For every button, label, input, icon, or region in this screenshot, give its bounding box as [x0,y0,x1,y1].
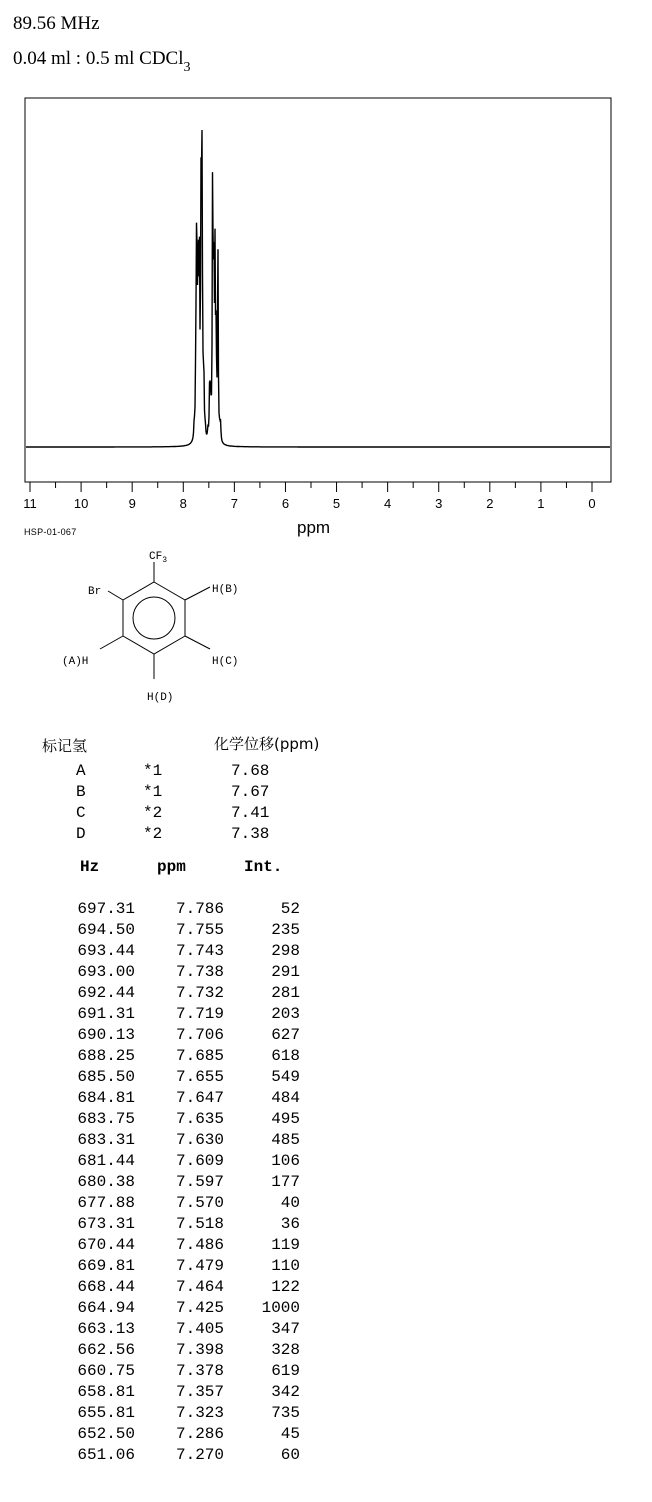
peak-hz: 673.31 [77,1215,135,1233]
peak-hz: 651.06 [77,1446,135,1464]
peak-ppm: 7.405 [175,1320,224,1338]
x-axis [23,482,611,511]
peak-ppm: 7.286 [175,1425,224,1443]
aromatic-circle [133,597,175,639]
assignment-label: C [76,804,86,822]
peak-int: 618 [271,1047,300,1065]
peak-marks [194,130,220,447]
nmr-spectrum-chart [0,0,652,545]
structure-diagram [50,540,290,715]
x-tick-label: 8 [179,496,187,511]
benzene-ring [123,582,185,654]
assignment-shift: 7.41 [231,804,270,822]
hb-label: H(B) [212,584,239,596]
assignment-note: *2 [143,825,163,843]
hc-label: H(C) [212,656,239,668]
peak-int: 45 [280,1425,300,1443]
peak-ppm: 7.647 [175,1089,224,1107]
assignment-note: *1 [143,783,163,801]
peak-int: 735 [271,1404,300,1422]
x-tick-label: 4 [384,496,392,511]
peak-int: 342 [271,1383,300,1401]
peak-ppm: 7.398 [175,1341,224,1359]
ha-label: (A)H [62,656,89,668]
x-tick-label: 3 [435,496,443,511]
peak-hz: 694.50 [77,921,135,939]
peak-ppm: 7.609 [175,1152,224,1170]
frequency-label: 89.56 MHz [13,13,100,34]
peak-ppm: 7.378 [175,1362,224,1380]
peak-ppm: 7.323 [175,1404,224,1422]
peak-hz: 677.88 [77,1194,135,1212]
peak-hz: 660.75 [77,1362,135,1380]
peak-hz: 662.56 [77,1341,135,1359]
assignment-label: A [76,762,86,780]
peak-ppm: 7.755 [175,921,224,939]
peak-ppm: 7.743 [175,942,224,960]
peak-ppm: 7.719 [175,1005,224,1023]
x-tick-label: 10 [73,496,89,511]
peak-int: 119 [271,1236,300,1254]
x-tick-label: 11 [23,496,37,511]
peak-ppm: 7.597 [175,1173,224,1191]
peak-int: 347 [271,1320,300,1338]
x-tick-label: 0 [588,496,596,511]
peak-int: 619 [271,1362,300,1380]
peak-ppm: 7.655 [175,1068,224,1086]
col-header-hz: Hz [80,858,100,876]
peak-int: 495 [271,1110,300,1128]
peak-ppm: 7.464 [175,1278,224,1296]
peak-ppm: 7.635 [175,1110,224,1128]
x-tick-label: 6 [281,496,290,511]
peak-ppm: 7.357 [175,1383,224,1401]
peak-int: 122 [271,1278,300,1296]
peak-int: 203 [271,1005,300,1023]
peak-int: 36 [280,1215,300,1233]
x-tick-label: 5 [332,496,341,511]
peak-int: 106 [271,1152,300,1170]
peak-int: 627 [271,1026,300,1044]
peak-ppm: 7.732 [175,984,224,1002]
col-header-int: Int. [244,858,283,876]
peak-int: 484 [271,1089,300,1107]
peak-hz: 658.81 [77,1383,135,1401]
peak-int: 1000 [261,1299,300,1317]
peak-ppm: 7.486 [175,1236,224,1254]
peak-hz: 693.44 [77,942,135,960]
peak-hz: 684.81 [77,1089,135,1107]
spectrum-line [26,130,610,447]
peak-int: 549 [271,1068,300,1086]
x-tick-label: 2 [486,496,494,511]
peak-hz: 652.50 [77,1425,135,1443]
peak-hz: 680.38 [77,1173,135,1191]
peak-hz: 683.75 [77,1110,135,1128]
assignment-note: *1 [143,762,163,780]
assignment-label: D [76,825,86,843]
peak-hz: 692.44 [77,984,135,1002]
peak-int: 40 [280,1194,300,1212]
peak-hz: 693.00 [77,963,135,981]
peak-int: 177 [271,1173,300,1191]
peak-int: 485 [271,1131,300,1149]
peak-int: 52 [280,900,300,918]
x-tick-label: 1 [537,496,545,511]
assignment-shift: 7.68 [231,762,270,780]
peak-ppm: 7.270 [175,1446,224,1464]
plot-frame [25,98,611,482]
assignment-shift: 7.67 [231,783,270,801]
peak-int: 110 [271,1257,300,1275]
peak-ppm: 7.518 [175,1215,224,1233]
peak-ppm: 7.630 [175,1131,224,1149]
x-tick-label: 7 [230,496,238,511]
cf3-label: $CF_3$ [149,551,168,565]
peak-hz: 691.31 [77,1005,135,1023]
peak-hz: 697.31 [77,900,135,918]
peak-int: 235 [271,921,300,939]
peak-hz: 690.13 [77,1026,135,1044]
peak-ppm: 7.425 [175,1299,224,1317]
col-header-ppm: ppm [157,858,186,876]
x-axis-label: ppm [297,518,331,537]
peak-ppm: 7.570 [175,1194,224,1212]
peak-hz: 655.81 [77,1404,135,1422]
peak-ppm: 7.706 [175,1026,224,1044]
peak-int: 291 [271,963,300,981]
peak-int: 298 [271,942,300,960]
br-label: Br [88,586,102,598]
assignment-label: B [76,783,86,801]
peak-hz: 668.44 [77,1278,135,1296]
peak-hz: 681.44 [77,1152,135,1170]
peak-hz: 669.81 [77,1257,135,1275]
peak-hz: 663.13 [77,1320,135,1338]
sample-subscript: 3 [183,60,191,75]
peak-ppm: 7.685 [175,1047,224,1065]
assignment-header-right: 化学位移(ppm) [214,735,320,753]
peak-hz: 670.44 [77,1236,135,1254]
x-tick-label: 9 [128,496,136,511]
assignment-header-left: 标记氢 [42,737,88,755]
peak-int: 60 [280,1446,300,1464]
peak-ppm: 7.479 [175,1257,224,1275]
peak-ppm: 7.738 [175,963,224,981]
peak-hz: 664.94 [77,1299,135,1317]
peak-int: 281 [271,984,300,1002]
peak-hz: 683.31 [77,1131,135,1149]
assignment-note: *2 [143,804,163,822]
peak-int: 328 [271,1341,300,1359]
peak-ppm: 7.786 [175,900,224,918]
spectrum-code: HSP-01-067 [24,527,77,537]
assignment-shift: 7.38 [231,825,270,843]
peak-hz: 685.50 [77,1068,135,1086]
hd-label: H(D) [147,692,174,704]
sample-main: 0.04 ml : 0.5 ml CDCl [13,48,184,69]
peak-hz: 688.25 [77,1047,135,1065]
